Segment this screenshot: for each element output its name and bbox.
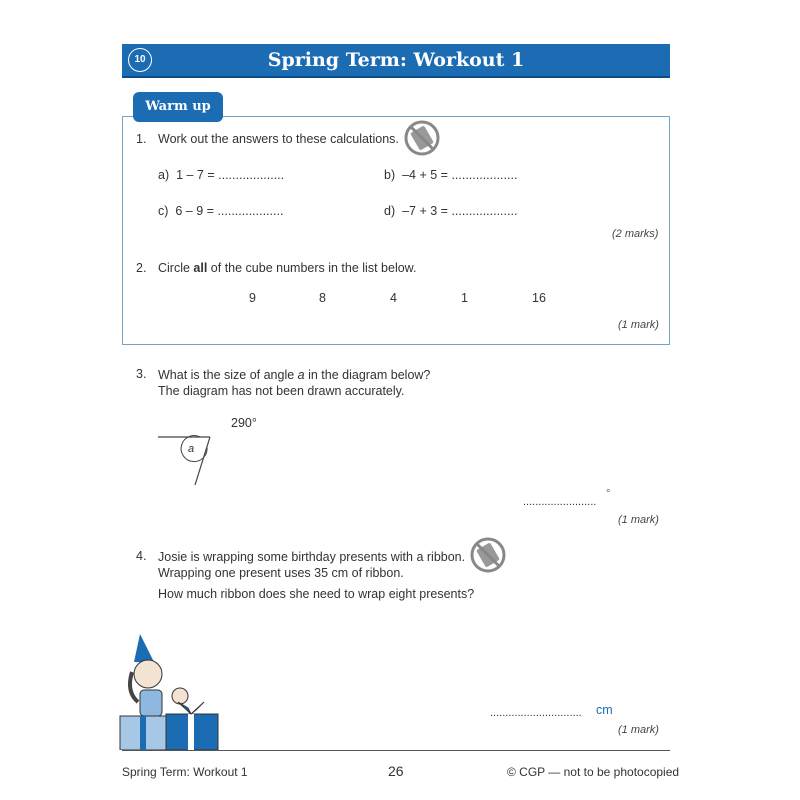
q4-marks: (1 mark) — [618, 724, 659, 736]
angle-diagram — [155, 420, 215, 490]
cube-option[interactable]: 1 — [461, 291, 468, 305]
q4-answer-blank[interactable]: .............................. — [490, 707, 582, 719]
q3-answer-blank[interactable]: ........................ — [523, 496, 597, 508]
q3-number: 3. — [136, 367, 147, 381]
page-number: 26 — [388, 763, 404, 779]
footer-divider — [122, 750, 670, 751]
q4-number: 4. — [136, 549, 147, 563]
angle-label-290: 290° — [231, 416, 257, 430]
q3-text: What is the size of angle a in the diagram below? The diagram has not been drawn accurately. — [158, 368, 431, 398]
warmup-tab: Warm up — [133, 92, 223, 122]
q1d: d) –7 + 3 = ................... — [384, 204, 518, 218]
angle-label-a: a — [188, 443, 195, 455]
q1-text: Work out the answers to these calculations. — [158, 132, 399, 146]
q2-text: Circle all of the cube numbers in the list below. — [158, 261, 417, 275]
cube-option[interactable]: 4 — [390, 291, 397, 305]
no-calculator-icon — [470, 537, 506, 573]
cube-option[interactable]: 16 — [532, 291, 546, 305]
page-header — [122, 44, 670, 78]
answer-blank[interactable]: ................... — [217, 204, 284, 218]
q3-marks: (1 mark) — [618, 514, 659, 526]
answer-blank[interactable]: ................... — [451, 204, 518, 218]
q1b: b) –4 + 5 = ................... — [384, 168, 518, 182]
stopwatch-icon: 10 — [128, 48, 152, 72]
warmup-box — [122, 116, 670, 345]
no-calculator-icon — [404, 120, 440, 156]
q1-number: 1. — [136, 132, 147, 146]
q1c: c) 6 – 9 = ................... — [158, 204, 284, 218]
q1-marks: (2 marks) — [612, 228, 659, 240]
answer-blank[interactable]: ................... — [218, 168, 285, 182]
footer-left: Spring Term: Workout 1 — [122, 765, 248, 779]
cm-unit: cm — [596, 703, 613, 717]
q1a: a) 1 – 7 = ................... — [158, 168, 285, 182]
answer-blank[interactable]: ................... — [451, 168, 518, 182]
girl-with-presents-illustration — [118, 632, 228, 750]
q4-question: How much ribbon does she need to wrap eight presents? — [158, 587, 475, 601]
q2-number: 2. — [136, 261, 147, 275]
q2-marks: (1 mark) — [618, 319, 659, 331]
page-title: Spring Term: Workout 1 — [267, 49, 525, 71]
q4-text: Josie is wrapping some birthday presents with a ribbon. Wrapping one present uses 35 cm of ribbon. — [158, 550, 466, 580]
footer-copyright: © CGP — not to be photocopied — [507, 765, 680, 779]
cube-option[interactable]: 9 — [249, 291, 256, 305]
degree-unit: ° — [606, 488, 611, 500]
cube-option[interactable]: 8 — [319, 291, 326, 305]
